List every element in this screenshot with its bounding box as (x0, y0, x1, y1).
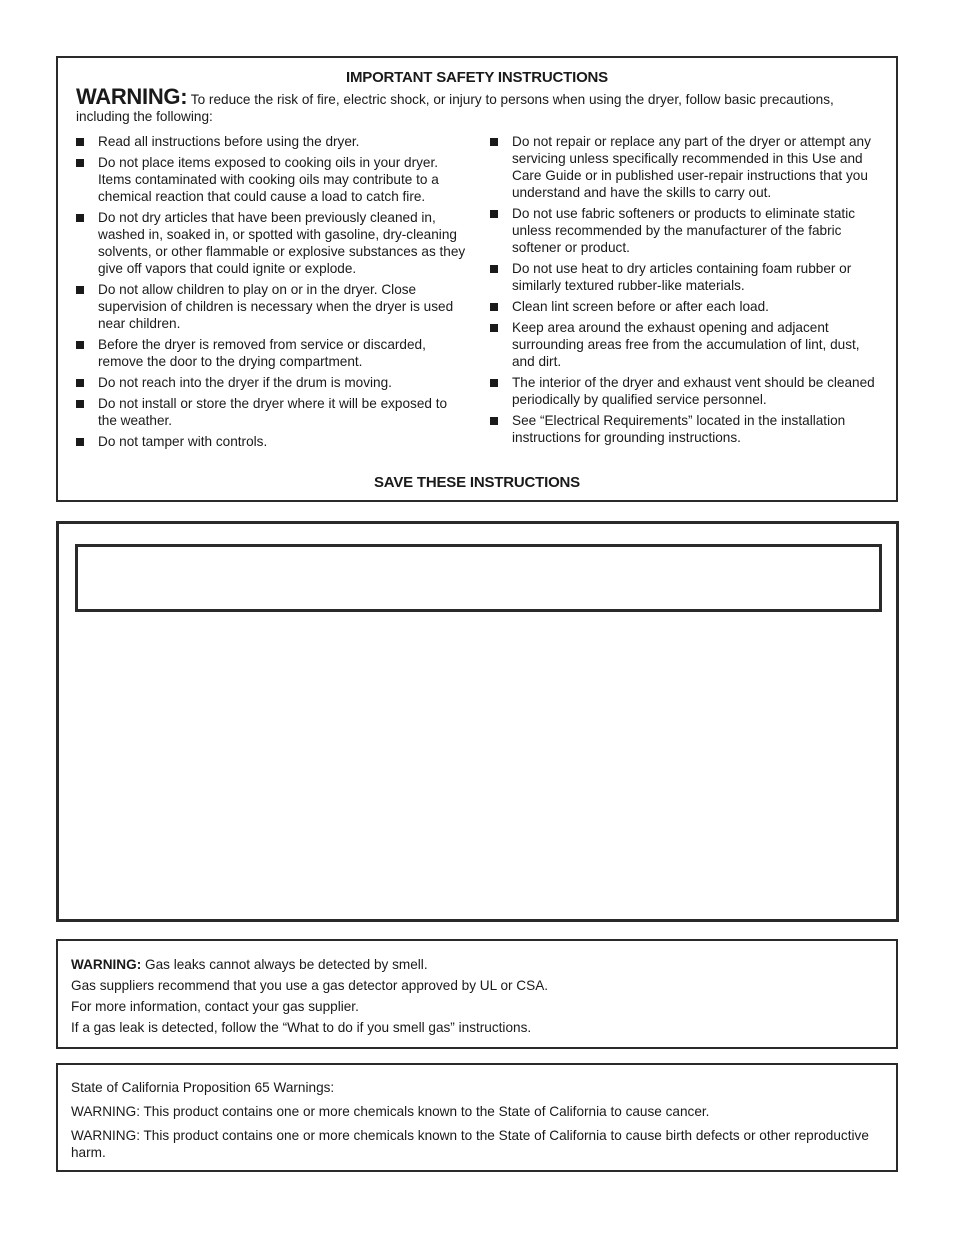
list-item: Keep area around the exhaust opening and adjacent surrounding areas free from the accumulation of lint, dust, and dirt. (490, 319, 882, 370)
list-item: Do not use heat to dry articles containing foam rubber or similarly textured rubber-like materials. (490, 260, 882, 294)
list-item: Do not reach into the dryer if the drum is moving. (76, 374, 466, 391)
square-bullet-icon (490, 379, 498, 387)
square-bullet-icon (490, 265, 498, 273)
list-item: Clean lint screen before or after each load. (490, 298, 882, 315)
blank-inner-box (75, 544, 882, 612)
square-bullet-icon (76, 341, 84, 349)
list-item: Do not dry articles that have been previously cleaned in, washed in, soaked in, or spotted with gasoline, dry-cleaning solvents, or other flammable or explosive substances as they give off vapors that could ignite or explode. (76, 209, 466, 277)
list-item: Do not tamper with controls. (76, 433, 466, 450)
warning-label: WARNING: (76, 84, 188, 109)
square-bullet-icon (490, 303, 498, 311)
safety-title: IMPORTANT SAFETY INSTRUCTIONS (346, 69, 608, 86)
gas-line-3: For more information, contact your gas supplier. (71, 999, 359, 1014)
square-bullet-icon (490, 138, 498, 146)
square-bullet-icon (76, 214, 84, 222)
gas-line-1: WARNING: Gas leaks cannot always be detected by smell. (71, 957, 428, 972)
safety-warning (76, 84, 884, 125)
list-item: Do not allow children to play on or in the dryer. Close supervision of children is necessary when the dryer is used near children. (76, 281, 466, 332)
square-bullet-icon (76, 379, 84, 387)
prop65-warning-cancer: WARNING: This product contains one or more chemicals known to the State of California to cause cancer. (71, 1104, 710, 1119)
square-bullet-icon (490, 417, 498, 425)
list-item: Before the dryer is removed from service or discarded, remove the door to the drying compartment. (76, 336, 466, 370)
square-bullet-icon (76, 159, 84, 167)
list-item: Do not place items exposed to cooking oils in your dryer. Items contaminated with cooking oils may contribute to a chemical reaction that could cause a load to catch fire. (76, 154, 466, 205)
square-bullet-icon (490, 324, 498, 332)
list-item: Read all instructions before using the dryer. (76, 133, 466, 150)
prop65-text (71, 1079, 871, 1168)
gas-line-2: Gas suppliers recommend that you use a gas detector approved by UL or CSA. (71, 978, 549, 993)
square-bullet-icon (490, 210, 498, 218)
gas-line-4: If a gas leak is detected, follow the “What to do if you smell gas” instructions. (71, 1020, 532, 1035)
gas-warning-box (56, 939, 898, 1049)
list-item: The interior of the dryer and exhaust vent should be cleaned periodically by qualified service personnel. (490, 374, 882, 408)
gas-warning-lines (71, 954, 548, 1038)
blank-warning-frame (56, 521, 899, 922)
prop65-warning-reproductive: WARNING: This product contains one or more chemicals known to the State of California to cause birth defects or other reproductive harm. (71, 1128, 869, 1160)
square-bullet-icon (76, 138, 84, 146)
safety-list-left (76, 133, 466, 454)
safety-list-right (490, 133, 882, 450)
warning-text: To reduce the risk of fire, electric shock, or injury to persons when using the dryer, follow basic precautions, including the following: (76, 92, 834, 124)
save-instructions-footer: SAVE THESE INSTRUCTIONS (374, 474, 580, 491)
safety-instructions-box (56, 56, 898, 502)
square-bullet-icon (76, 438, 84, 446)
square-bullet-icon (76, 286, 84, 294)
list-item: See “Electrical Requirements” located in the installation instructions for grounding instructions. (490, 412, 882, 446)
square-bullet-icon (76, 400, 84, 408)
list-item: Do not repair or replace any part of the dryer or attempt any servicing unless specifically recommended in this Use and Care Guide or in published user-repair instructions that you understand and have the skills to carry out. (490, 133, 882, 201)
list-item: Do not install or store the dryer where it will be exposed to the weather. (76, 395, 466, 429)
list-item: Do not use fabric softeners or products to eliminate static unless recommended by the manufacturer of the fabric softener or product. (490, 205, 882, 256)
prop65-box (56, 1063, 898, 1172)
prop65-heading: State of California Proposition 65 Warnings: (71, 1080, 335, 1095)
warning-label: WARNING: (71, 957, 142, 972)
